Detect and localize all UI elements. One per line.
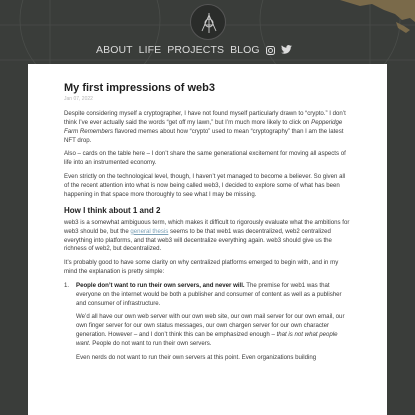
section-heading: How I think about 1 and 2 xyxy=(64,205,161,215)
instagram-icon[interactable] xyxy=(266,46,275,55)
nav-blog[interactable]: BLOG xyxy=(230,44,260,56)
map-island xyxy=(340,0,415,22)
list-item-paragraph-3: Even nerds do not want to run their own servers at this point. Even organizations building xyxy=(76,353,317,361)
twitter-icon[interactable] xyxy=(281,41,292,59)
paragraph-4: web3 is a somewhat ambiguous term, which makes it difficult to rigorously evaluate what the ambitions for web3 should be, but the general thesis seems to be that web1 was decentralized, web2 centralized everything into platforms, and that web3 will decentralize everything again. web3 should give us the richness of web2, but decentralized. xyxy=(64,218,350,253)
list-number: 1. xyxy=(64,281,70,289)
list-item-text: People don’t want to run their own servers, and never will. The premise for web1 was that everyone on the internet would be both a publisher and consumer of content as well as a publisher and consumer of infrastructure. xyxy=(76,281,342,307)
nav-life[interactable]: LIFE xyxy=(138,44,162,56)
paragraph-3: Even strictly on the technological level, though, I haven’t yet managed to become a believer. So given all of the recent attention into what is now being called web3, I decided to explore some of what has been happening in that space more thoroughly to see what I may be missing. xyxy=(64,173,346,198)
paragraph-2: Also – cards on the table here – I don’t share the same generational excitement for moving all aspects of life into an instrumented economy. xyxy=(64,150,346,167)
nav-projects[interactable]: PROJECTS xyxy=(167,44,225,56)
nav-about[interactable]: ABOUT xyxy=(96,44,133,56)
paragraph-1: Despite considering myself a cryptographer, I have not found myself particularly drawn to “crypto.” I don’t think I’ve ever actually said the words “get off my lawn,” but I’m much more likely to click on Pepperidge Farm Remembers flavored memes about how “crypto” used to mean “cryptography” than I am the latest NFT drop. xyxy=(64,110,346,144)
paragraph-5: It’s probably good to have some clarity on why centralized platforms emerged to begin with, and in my mind the explanation is pretty simple: xyxy=(64,259,339,276)
post-date: Jan 07, 2022 xyxy=(64,96,93,102)
main-nav xyxy=(96,43,292,57)
post-card xyxy=(28,64,387,415)
list-item-paragraph-2: We’d all have our own web server with our own web site, our own mail server for our own email, our own finger server for our own status messages, our own chargen server for our own character generation. However – and I don’t think this can be emphasized enough – that is not what people want. People do not want to run their own servers. xyxy=(76,313,345,348)
site-logo[interactable] xyxy=(190,4,226,40)
list-item xyxy=(64,282,351,368)
general-thesis-link[interactable]: general thesis xyxy=(130,227,169,235)
post-title: My first impressions of web3 xyxy=(64,82,215,94)
